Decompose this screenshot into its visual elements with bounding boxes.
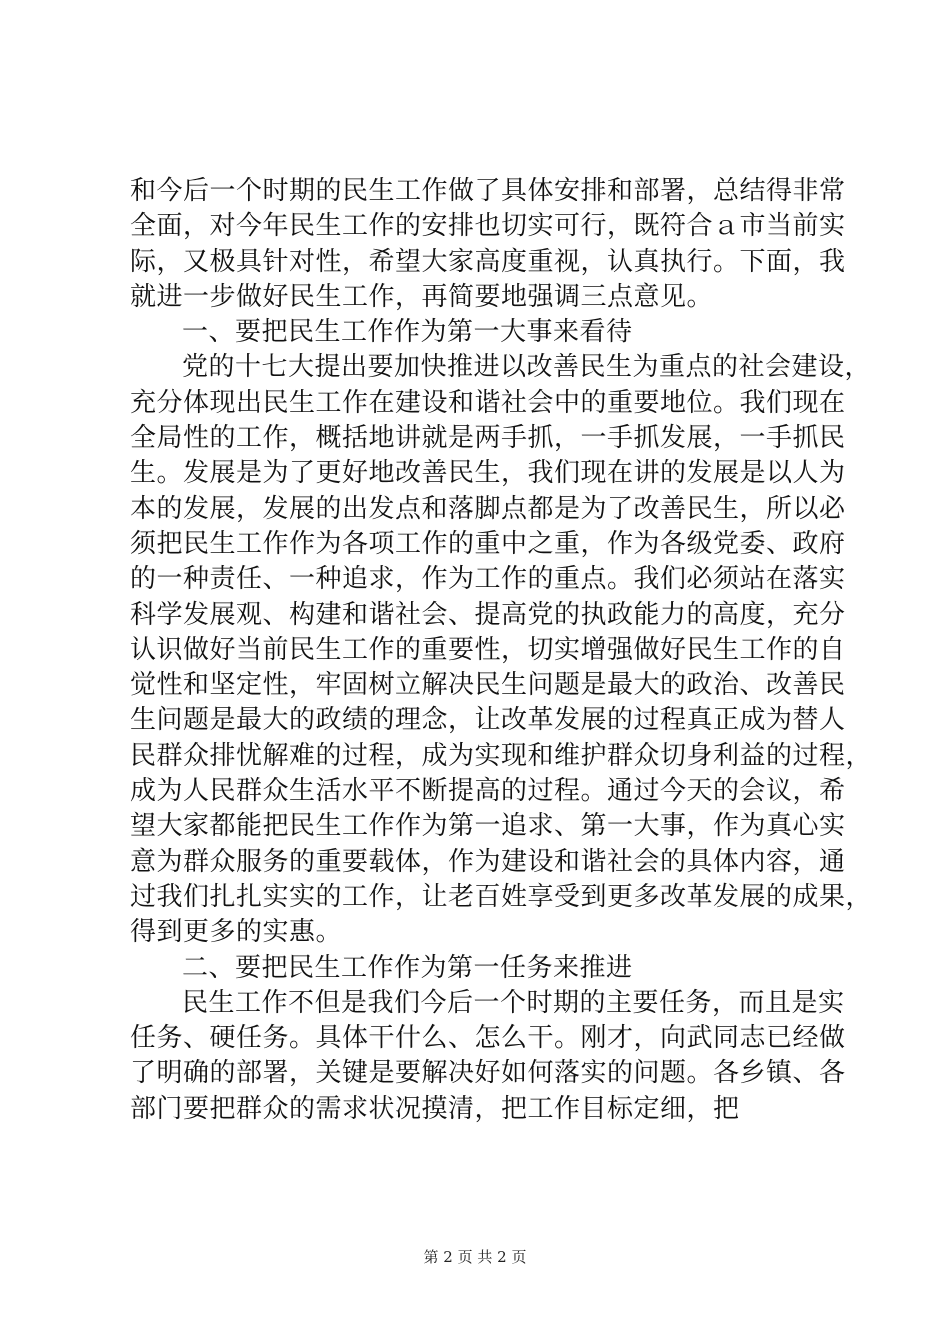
text-line: 科学发展观、构建和谐社会、提高党的执政能力的高度，充分 — [130, 599, 846, 630]
text-line: 党的十七大提出要加快推进以改善民生为重点的社会建设， — [182, 352, 872, 383]
text-line: 全局性的工作，概括地讲就是两手抓，一手抓发展，一手抓民 — [130, 423, 846, 454]
page-number-footer: 第 2 页 共 2 页 — [423, 1248, 527, 1266]
text-line: 民群众排忧解难的过程，成为实现和维护群众切身利益的过程， — [130, 740, 873, 771]
heading-text: 二、要把民生工作作为第一任务来推进 — [182, 952, 633, 983]
text-line: 际，又极具针对性，希望大家高度重视，认真执行。下面，我 — [130, 246, 846, 277]
text-line: 部门要把群众的需求状况摸清，把工作目标定细，把 — [130, 1093, 740, 1124]
heading-text: 一、要把民生工作作为第一大事来看待 — [182, 317, 633, 348]
text-line: 认识做好当前民生工作的重要性，切实增强做好民生工作的自 — [130, 634, 846, 665]
paragraph-continued — [130, 174, 846, 315]
text-line: 望大家都能把民生工作作为第一追求、第一大事，作为真心实 — [130, 811, 846, 842]
text-line: 全面，对今年民生工作的安排也切实可行，既符合ａ市当前实 — [130, 211, 846, 242]
text-line: 觉性和坚定性，牢固树立解决民生问题是最大的政治、改善民 — [130, 670, 846, 701]
text-line: 须把民生工作作为各项工作的重中之重，作为各级党委、政府 — [130, 528, 846, 559]
text-line: 的一种责任、一种追求，作为工作的重点。我们必须站在落实 — [130, 564, 846, 595]
text-line: 生问题是最大的政绩的理念，让改革发展的过程真正成为替人 — [130, 705, 846, 736]
paragraph-section-2 — [130, 986, 846, 1127]
section-heading-1 — [130, 315, 830, 350]
section-heading-2 — [130, 951, 830, 986]
text-line: 生。发展是为了更好地改善民生，我们现在讲的发展是以人为 — [130, 458, 846, 489]
text-line: 成为人民群众生活水平不断提高的过程。通过今天的会议，希 — [130, 776, 846, 807]
text-line: 过我们扎扎实实的工作，让老百姓享受到更多改革发展的成果， — [130, 881, 873, 912]
text-line: 意为群众服务的重要载体，作为建设和谐社会的具体内容，通 — [130, 846, 846, 877]
text-line: 和今后一个时期的民生工作做了具体安排和部署，总结得非常 — [130, 176, 846, 206]
text-line: 就进一步做好民生工作，再简要地强调三点意见。 — [130, 281, 714, 312]
paragraph-section-1 — [130, 350, 873, 950]
text-line: 充分体现出民生工作在建设和谐社会中的重要地位。我们现在 — [130, 387, 846, 418]
document-body — [130, 174, 873, 1127]
text-line: 民生工作不但是我们今后一个时期的主要任务，而且是实 — [182, 987, 845, 1018]
text-line: 本的发展，发展的出发点和落脚点都是为了改善民生，所以必 — [130, 493, 846, 524]
text-line: 任务、硬任务。具体干什么、怎么干。刚才，向武同志已经做 — [130, 1023, 846, 1054]
text-line: 了明确的部署，关键是要解决好如何落实的问题。各乡镇、各 — [130, 1058, 846, 1089]
text-line: 得到更多的实惠。 — [130, 917, 343, 948]
